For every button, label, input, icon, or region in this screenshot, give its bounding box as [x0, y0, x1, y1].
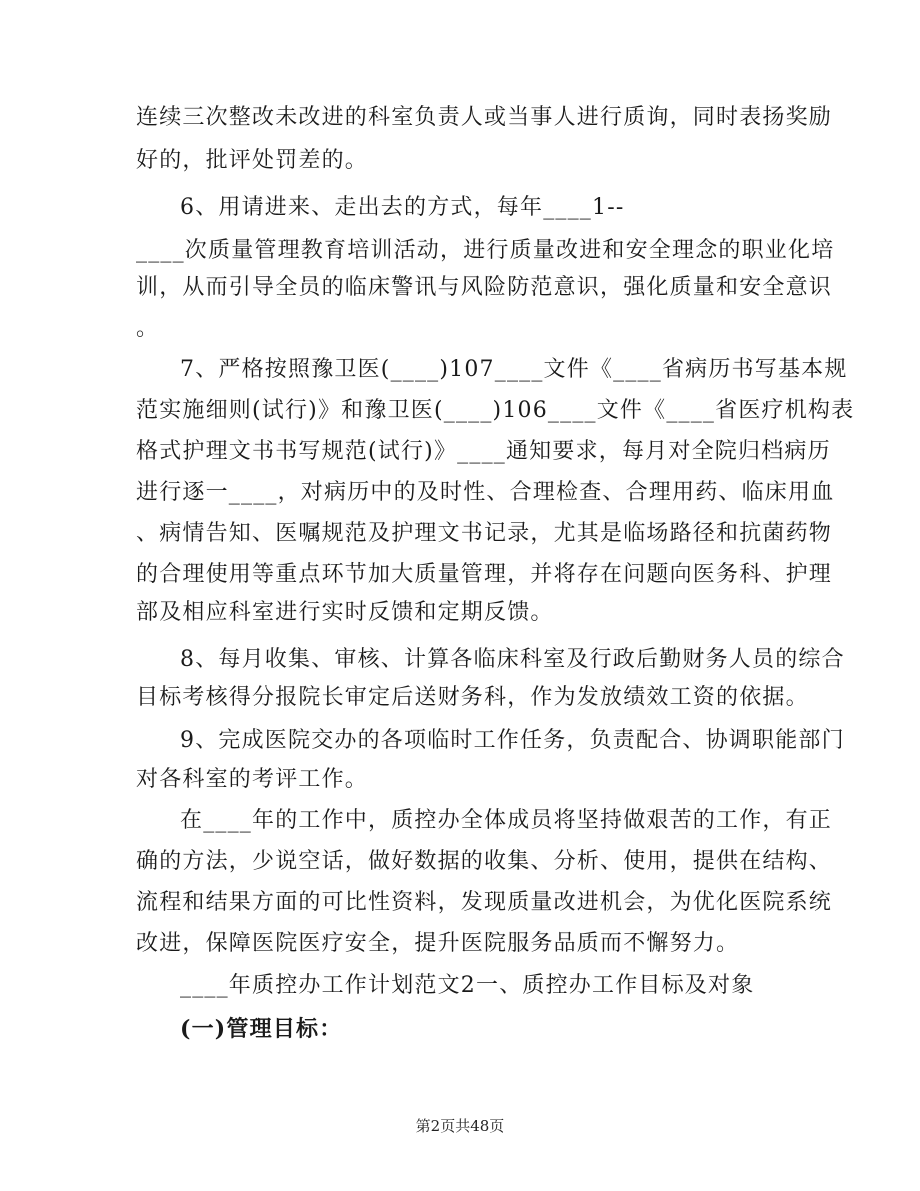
subsection-heading: (一)管理目标：	[180, 1016, 343, 1042]
section-title: ____年质控办工作计划范文2一、质控办工作目标及对象	[180, 973, 755, 998]
item-8-heading: 8、每月收集、审核、计算各临床科室及行政后勤财务人员的综合	[180, 647, 845, 672]
text-line: 确的方法，少说空话，做好数据的收集、分析、使用，提供在结构、	[136, 849, 833, 874]
text-line: 连续三次整改未改进的科室负责人或当事人进行质询，同时表扬奖励	[136, 105, 833, 130]
text-line: 格式护理文书书写规范(试行)》____通知要求，每月对全院归档病历	[136, 439, 831, 464]
text-line: ____次质量管理教育培训活动，进行质量改进和安全理念的职业化培	[136, 238, 835, 263]
text-line: 好的，批评处罚差的。	[136, 148, 369, 173]
item-7-heading: 7、严格按照豫卫医(____)107____文件《____省病历书写基本规	[180, 357, 848, 382]
text-line: 对各科室的考评工作。	[136, 767, 369, 792]
summary-paragraph-start: 在____年的工作中，质控办全体成员将坚持做艰苦的工作，有正	[180, 808, 833, 833]
text-line: 流程和结果方面的可比性资料，发现质量改进机会，为优化医院系统	[136, 890, 833, 915]
text-line: 的合理使用等重点环节加大质量管理，并将存在问题向医务科、护理	[136, 562, 833, 587]
text-line: 训，从而引导全员的临床警讯与风险防范意识，强化质量和安全意识	[136, 275, 833, 300]
item-9-heading: 9、完成医院交办的各项临时工作任务，负责配合、协调职能部门	[180, 728, 845, 753]
text-line: 目标考核得分报院长审定后送财务科，作为发放绩效工资的依据。	[136, 685, 809, 710]
text-line: 范实施细则(试行)》和豫卫医(____)106____文件《____省医疗机构表	[136, 398, 855, 423]
text-line: 部及相应科室进行实时反馈和定期反馈。	[136, 600, 554, 625]
text-line: 。	[136, 316, 160, 341]
text-line: 改进，保障医院医疗安全，提升医院服务品质而不懈努力。	[136, 931, 740, 956]
text-line: 、病情告知、医嘱规范及护理文书记录，尤其是临场路径和抗菌药物	[136, 521, 833, 546]
page-number: 第2页共48页	[415, 1117, 505, 1135]
text-line: 进行逐一____，对病历中的及时性、合理检查、合理用药、临床用血	[136, 480, 835, 505]
item-6-heading: 6、用请进来、走出去的方式，每年____1--	[180, 195, 625, 220]
